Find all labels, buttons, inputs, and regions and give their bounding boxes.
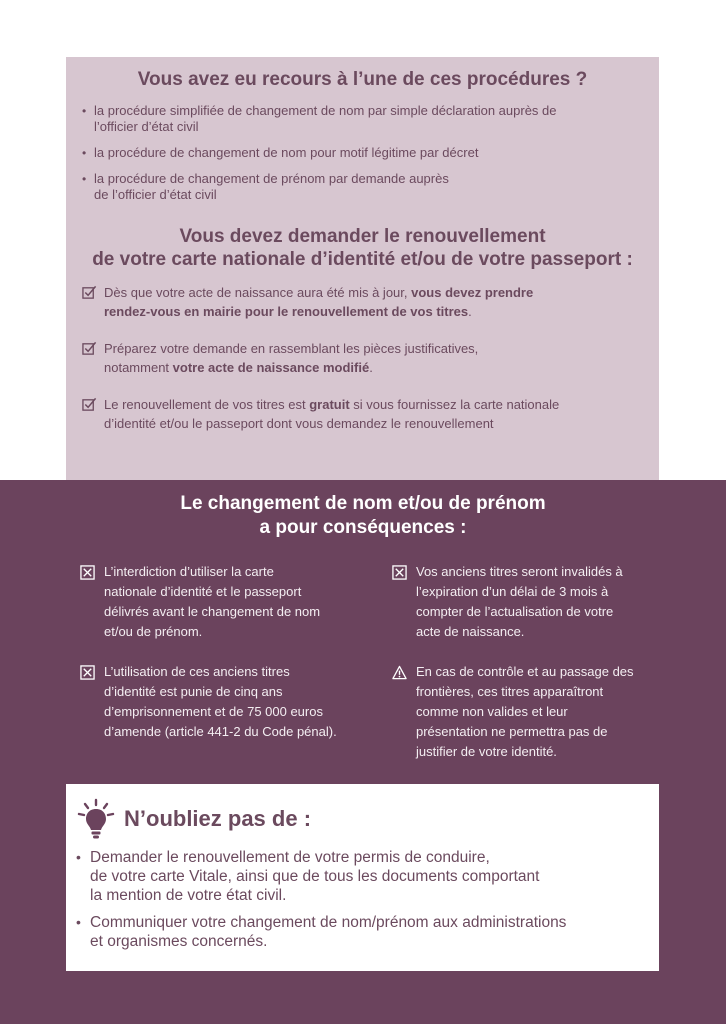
renewal-title: Vous devez demander le renouvellement de votre carte nationale d’identité et/ou de votre passeport : bbox=[92, 226, 633, 270]
cross-box-icon bbox=[80, 565, 95, 580]
consequences-title: Le changement de nom et/ou de prénom a pour conséquences : bbox=[180, 493, 546, 538]
cross-box-icon bbox=[392, 565, 407, 580]
consequence-item: Vos anciens titres seront invalidés à l’expiration d’un délai de 3 mois à compter de l’actualisation de votre acte de naissance. bbox=[392, 562, 660, 642]
checkbox-checked-icon bbox=[82, 285, 97, 300]
renewal-step: Le renouvellement de vos titres est gratuit si vous fournissez la carte nationale d’identité et/ou le passeport dont vous demandez le renouvellement bbox=[82, 395, 635, 433]
consequence-item: En cas de contrôle et au passage des frontières, ces titres apparaîtront comme non valides et leur présentation ne permettra pas de justifier de votre identité. bbox=[392, 662, 660, 762]
reminder-item: • Communiquer votre changement de nom/prénom aux administrations et organismes concernés. bbox=[76, 913, 643, 951]
reminder-box bbox=[66, 784, 659, 971]
consequence-item: L’utilisation de ces anciens titres d’identité est punie de cinq ans d’emprisonnement et de 75 000 euros d’amende (article 441-2 du Code pénal). bbox=[80, 662, 360, 742]
reminder-title: N’oubliez pas de : bbox=[124, 806, 312, 831]
procedures-box bbox=[66, 57, 659, 480]
procedure-item: • la procédure de changement de nom pour motif légitime par décret bbox=[82, 145, 635, 161]
renewal-step: Préparez votre demande en rassemblant les pièces justificatives, notamment votre acte de naissance modifié. bbox=[82, 339, 635, 377]
reminder-item: • Demander le renouvellement de votre permis de conduire, de votre carte Vitale, ainsi que de tous les documents comportant la mention de votre état civil. bbox=[76, 848, 643, 905]
consequences-right-column bbox=[392, 562, 660, 782]
renewal-steps bbox=[82, 283, 635, 433]
reminder-list bbox=[76, 848, 643, 951]
checkbox-checked-icon bbox=[82, 397, 97, 412]
procedures-list bbox=[82, 103, 635, 203]
reminder-header bbox=[76, 798, 643, 840]
consequences-left-column bbox=[80, 562, 360, 782]
consequence-item: L’interdiction d’utiliser la carte nationale d’identité et le passeport délivrés avant le changement de nom et/ou de prénom. bbox=[80, 562, 360, 642]
consequences-columns bbox=[80, 562, 660, 782]
procedure-item: • la procédure de changement de prénom par demande auprès de l’officier d’état civil bbox=[82, 171, 635, 203]
checkbox-checked-icon bbox=[82, 341, 97, 356]
renewal-step: Dès que votre acte de naissance aura été mis à jour, vous devez prendre rendez-vous en mairie pour le renouvellement de vos titres. bbox=[82, 283, 635, 321]
warning-triangle-icon bbox=[392, 665, 407, 680]
lightbulb-icon bbox=[76, 798, 116, 840]
cross-box-icon bbox=[80, 665, 95, 680]
procedures-title: Vous avez eu recours à l’une de ces procédures ? bbox=[137, 69, 588, 90]
procedure-item: • la procédure simplifiée de changement de nom par simple déclaration auprès de l’officier d’état civil bbox=[82, 103, 635, 135]
